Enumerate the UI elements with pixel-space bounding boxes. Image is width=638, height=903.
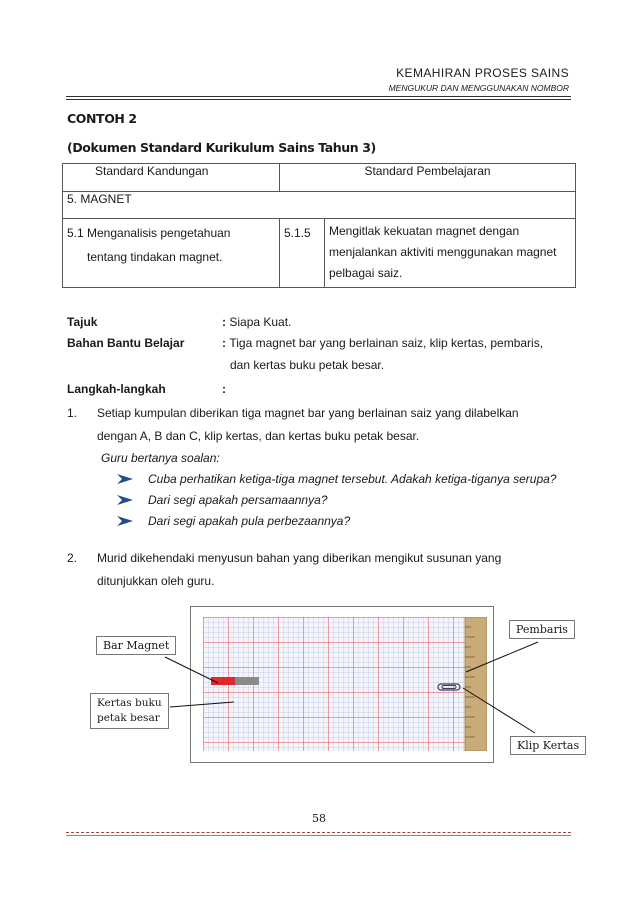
source-title: (Dokumen Standard Kurikulum Sains Tahun 3) xyxy=(67,140,376,155)
col-header-standard-pembelajaran: Standard Pembelajaran xyxy=(280,164,576,192)
learning-code-cell: 5.1.5 xyxy=(280,219,325,288)
learning-standard-line1: Mengitlak kekuatan magnet dengan xyxy=(329,224,520,238)
step-1-line1: Setiap kumpulan diberikan tiga magnet bar yang berlainan saiz yang dilabelkan xyxy=(97,406,519,420)
materials-label: Bahan Bantu Belajar xyxy=(67,336,185,350)
step-1-line2: dengan A, B dan C, klip kertas, dan kertas buku petak besar. xyxy=(97,429,420,443)
step-2-line2: ditunjukkan oleh guru. xyxy=(97,574,215,588)
callout-grid-paper xyxy=(90,693,169,729)
content-standard-line2: tentang tindakan magnet. xyxy=(87,250,223,264)
callout-ruler: Pembaris xyxy=(509,620,575,639)
header-title: KEMAHIRAN PROSES SAINS xyxy=(396,66,569,80)
page-number: 58 xyxy=(312,812,326,825)
question-2: Dari segi apakah persamaannya? xyxy=(148,493,328,507)
title-label: Tajuk xyxy=(67,315,98,329)
footer-divider xyxy=(66,832,571,833)
title-value: Siapa Kuat. xyxy=(229,315,292,329)
materials-line2: dan kertas buku petak besar. xyxy=(230,358,385,372)
header-subtitle: MENGUKUR DAN MENGGUNAKAN NOMBOR xyxy=(388,83,569,93)
callout-bar-magnet: Bar Magnet xyxy=(96,636,176,655)
learning-standard-line2: menjalankan aktiviti menggunakan magnet xyxy=(329,245,557,259)
example-title: CONTOH 2 xyxy=(67,111,137,126)
title-colon: : xyxy=(222,315,226,329)
col-header-standard-kandungan: Standard Kandungan xyxy=(63,164,280,192)
question-3: Dari segi apakah pula perbezaannya? xyxy=(148,514,351,528)
step-2-line1: Murid dikehendaki menyusun bahan yang diberikan mengikut susunan yang xyxy=(97,551,502,565)
teacher-intro: Guru bertanya soalan: xyxy=(101,451,220,465)
question-1: Cuba perhatikan ketiga-tiga magnet tersebut. Adakah ketiga-tiganya serupa? xyxy=(148,472,557,486)
callout-grid-paper-line1: Kertas buku xyxy=(97,697,162,709)
steps-label: Langkah-langkah xyxy=(67,382,166,396)
content-standard-line1: 5.1 Menganalisis pengetahuan xyxy=(67,226,231,240)
step-1-number: 1. xyxy=(67,406,78,420)
materials-colon: : xyxy=(222,336,226,350)
callout-paper-clip: Klip Kertas xyxy=(510,736,586,755)
step-2-number: 2. xyxy=(67,551,78,565)
steps-colon: : xyxy=(222,382,226,396)
callout-grid-paper-line2: petak besar xyxy=(97,712,160,724)
footer-divider-secondary xyxy=(66,835,571,836)
materials-line1: Tiga magnet bar yang berlainan saiz, klip kertas, pembaris, xyxy=(229,336,544,350)
learning-standard-line3: pelbagai saiz. xyxy=(329,266,403,280)
topic-cell: 5. MAGNET xyxy=(63,192,576,219)
